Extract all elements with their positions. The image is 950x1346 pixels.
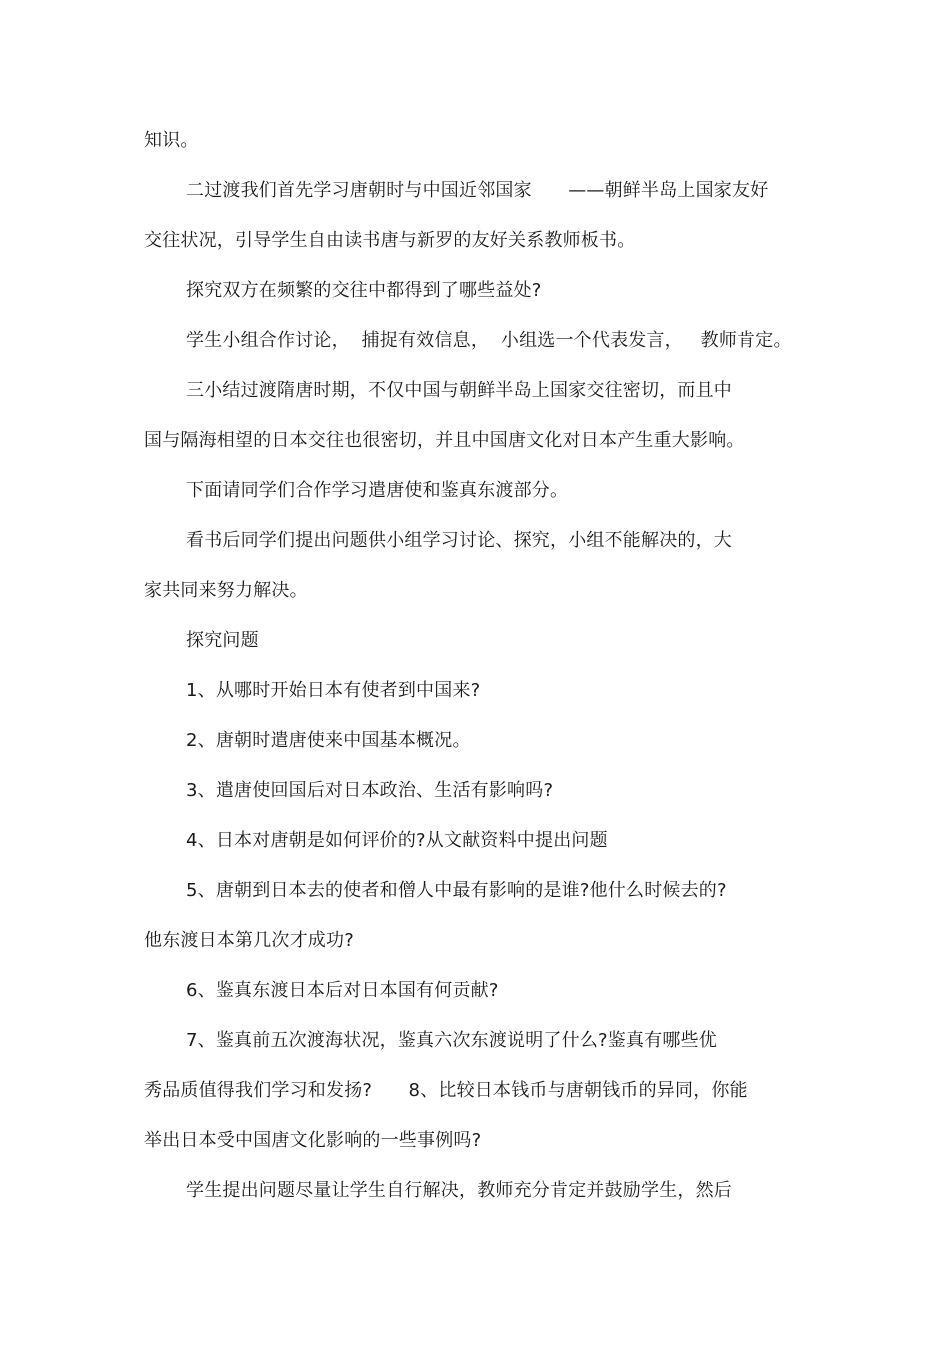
text-line: 交往状况，引导学生自由读书唐与新罗的友好关系教师板书。 xyxy=(144,230,636,251)
list-item: 5、唐朝到日本去的使者和僧人中最有影响的是谁?他什么时候去的? xyxy=(186,880,727,901)
section-heading: 探究问题 xyxy=(186,630,259,651)
list-item: 6、鉴真东渡日本后对日本国有何贡献? xyxy=(186,980,499,1001)
text-line: 秀品质值得我们学习和发扬? 8、比较日本钱币与唐朝钱币的异同，你能 xyxy=(144,1080,748,1101)
list-item: 7、鉴真前五次渡海状况，鉴真六次东渡说明了什么?鉴真有哪些优 xyxy=(186,1030,718,1051)
list-item: 3、遣唐使回国后对日本政治、生活有影响吗? xyxy=(186,780,554,801)
list-item: 2、唐朝时遣唐使来中国基本概况。 xyxy=(186,730,471,751)
list-item: 4、日本对唐朝是如何评价的?从文献资料中提出问题 xyxy=(186,830,608,851)
paragraph-first-line: 探究双方在频繁的交往中都得到了哪些益处? xyxy=(186,280,542,301)
text-line: 家共同来努力解决。 xyxy=(144,580,308,601)
list-item: 1、从哪时开始日本有使者到中国来? xyxy=(186,680,481,701)
paragraph-first-line: 看书后同学们提出问题供小组学习讨论、探究，小组不能解决的，大 xyxy=(186,530,732,551)
text-line: 知识。 xyxy=(144,130,199,151)
paragraph-first-line: 三小结过渡隋唐时期，不仅中国与朝鲜半岛上国家交往密切，而且中 xyxy=(186,380,732,401)
text-line: 国与隔海相望的日本交往也很密切，并且中国唐文化对日本产生重大影响。 xyxy=(144,430,745,451)
text-line: 他东渡日本第几次才成功? xyxy=(144,930,354,951)
paragraph-first-line: 下面请同学们合作学习遣唐使和鉴真东渡部分。 xyxy=(186,480,569,501)
paragraph-first-line: 二过渡我们首先学习唐朝时与中国近邻国家 ——朝鲜半岛上国家友好 xyxy=(186,180,769,201)
paragraph-first-line: 学生小组合作讨论， 捕捉有效信息， 小组选一个代表发言， 教师肯定。 xyxy=(186,330,792,351)
text-line: 举出日本受中国唐文化影响的一些事例吗? xyxy=(144,1130,482,1151)
paragraph-first-line: 学生提出问题尽量让学生自行解决，教师充分肯定并鼓励学生，然后 xyxy=(186,1180,732,1201)
